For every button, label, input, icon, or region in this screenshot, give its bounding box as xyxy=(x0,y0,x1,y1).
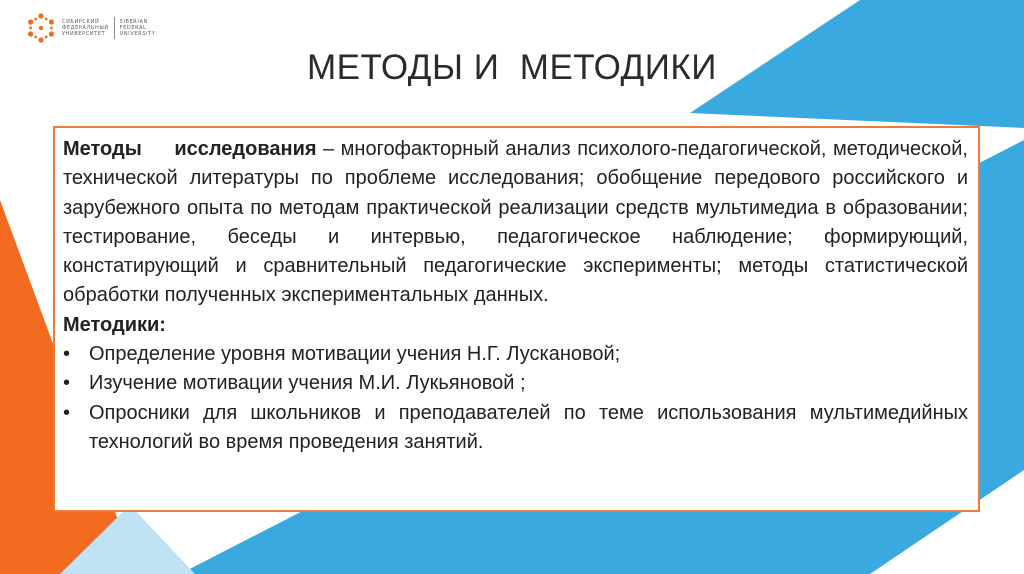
list-item xyxy=(63,340,968,369)
logo-text-en xyxy=(120,19,156,37)
content-box xyxy=(53,126,980,512)
methods-label-2: исследования xyxy=(174,138,317,160)
list-item-text: Изучение мотивации учения М.И. Лукьяновой ; xyxy=(89,372,526,395)
bullet-icon: • xyxy=(63,372,71,395)
methods-text: – многофакторный анализ психолого-педагогической, методической, технической литературы по проблеме исследования; обобщение передового российского и зарубежного опыта по методам практической реализации средств мультимедиа в образовании; тестирование, беседы и интервью, педагогическое наблюдение; формирующий, констатирующий и сравнительный педагогические эксперименты; методы статистической обработки полученных экспериментальных данных. xyxy=(63,138,968,307)
methods-paragraph xyxy=(63,135,968,311)
techniques-heading: Методики: xyxy=(63,313,166,336)
bullet-icon: • xyxy=(63,401,71,424)
logo-line: ФЕДЕРАЛЬНЫЙ xyxy=(62,25,109,31)
logo-line: UNIVERSITY xyxy=(119,31,156,37)
list-item-text: Опросники для школьников и преподавателей по теме использования мультимедийных технологий во время проведения занятий. xyxy=(89,401,968,453)
logo-line: FEDERAL xyxy=(119,25,147,31)
logo-divider xyxy=(114,17,115,39)
logo-line: СИБИРСКИЙ xyxy=(62,19,100,25)
slide-title: МЕТОДЫ И МЕТОДИКИ xyxy=(307,48,717,87)
logo-line: УНИВЕРСИТЕТ xyxy=(62,31,106,37)
logo-line: SIBERIAN xyxy=(119,19,148,25)
university-logo xyxy=(26,13,155,43)
methods-label: Методы xyxy=(63,138,142,160)
logo-text-ru xyxy=(62,19,109,37)
hexagon-logo-icon xyxy=(26,13,56,43)
list-item-text: Определение уровня мотивации учения Н.Г. Лускановой; xyxy=(89,343,621,366)
techniques-list xyxy=(63,340,968,457)
list-item xyxy=(63,369,968,398)
bullet-icon: • xyxy=(63,343,71,366)
list-item xyxy=(63,399,968,458)
